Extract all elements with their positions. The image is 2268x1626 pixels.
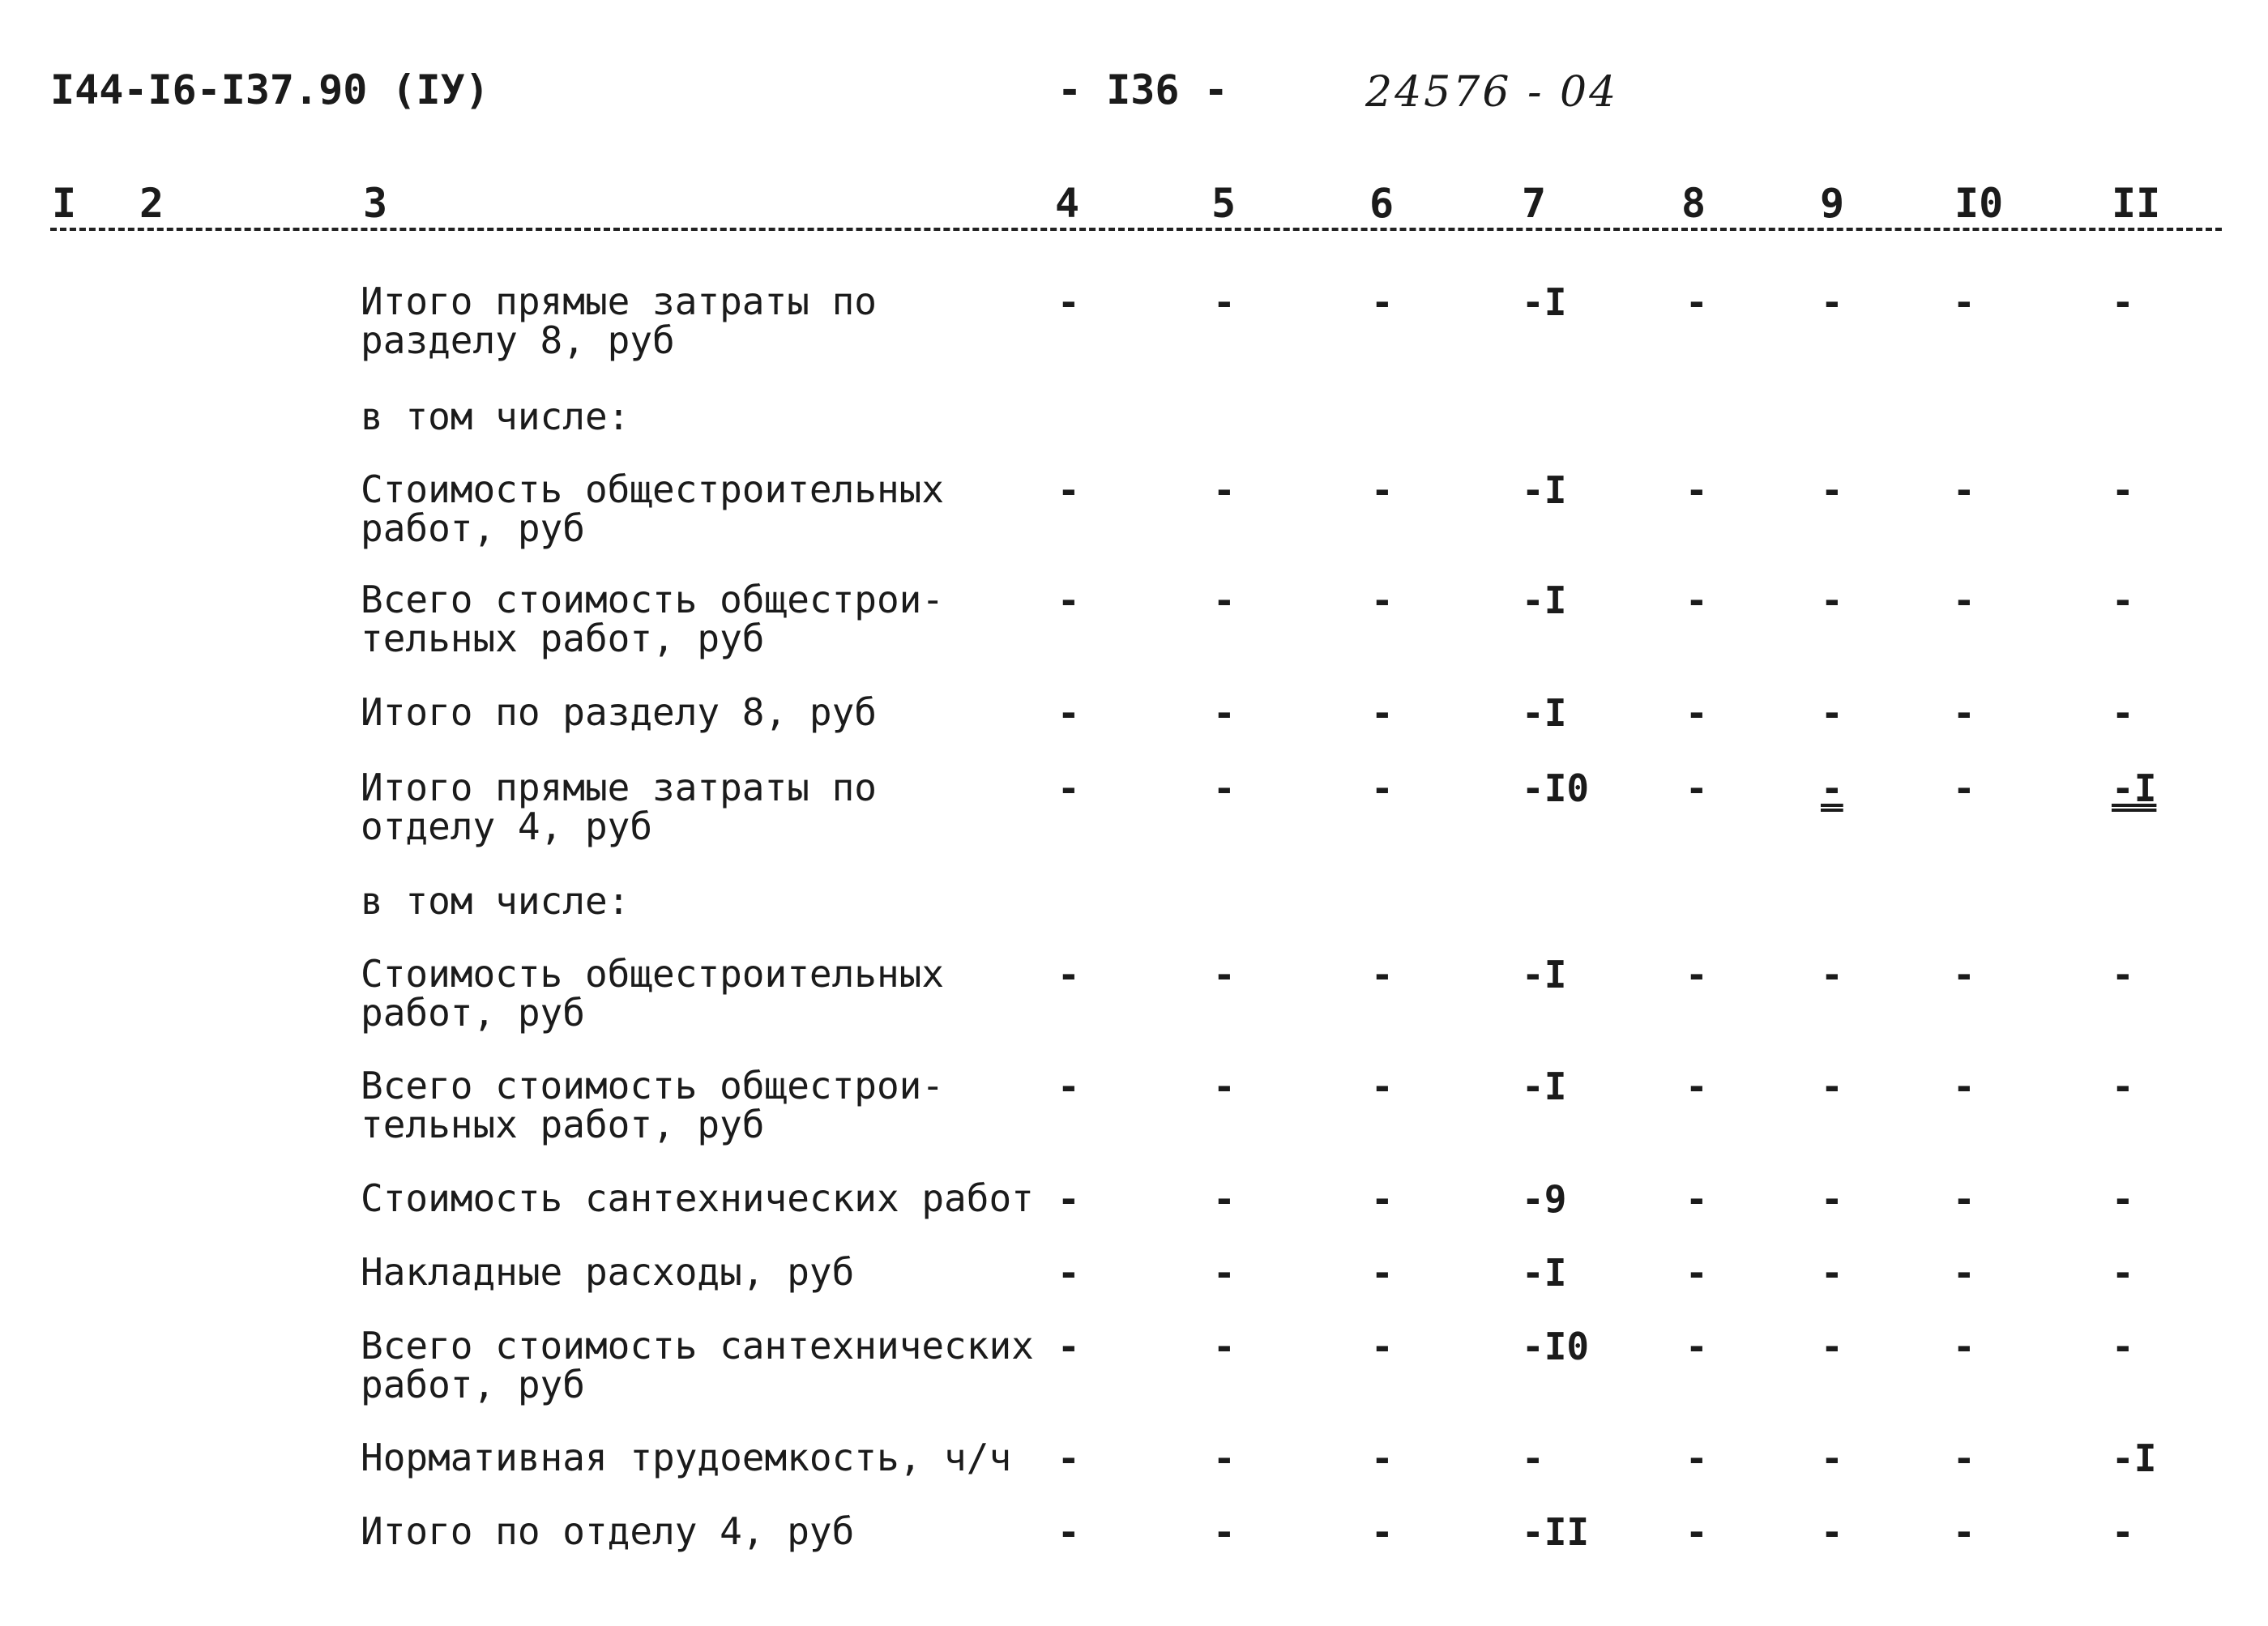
row-label-line1: Стоимость сантехнических работ: [361, 1176, 1034, 1220]
row-label-line1: Стоимость общестроительных: [361, 952, 945, 996]
row-value-col-5: -: [1213, 280, 1236, 324]
row-value-col-10: -: [1953, 1510, 1975, 1554]
row-value-col-4: -: [1057, 1436, 1080, 1480]
row-value-col-9: -: [1821, 1177, 1843, 1221]
column-number-1: I: [52, 180, 77, 227]
row-value-col-5: -: [1213, 1065, 1236, 1108]
row-label-line1: Всего стоимость общестрои-: [361, 578, 945, 621]
row-value-col-6: -: [1371, 1251, 1394, 1295]
row-value-col-10: -: [1953, 280, 1975, 324]
row-value-col-10: -: [1953, 1325, 1975, 1368]
row-value-col-5: -: [1213, 766, 1236, 810]
row-value-col-9: -: [1821, 766, 1843, 810]
row-value-col-11: -I: [2112, 766, 2157, 810]
row-value-col-5: -: [1213, 1177, 1236, 1221]
row-value-col-8: -: [1685, 953, 1708, 997]
row-label-line1: в том числе:: [361, 395, 630, 438]
row-value-col-7: -I: [1522, 578, 1567, 622]
row-label: [361, 282, 877, 360]
row-label: [361, 1438, 1011, 1477]
row-value-col-10: -: [1953, 1251, 1975, 1295]
row-label-line1: Итого по разделу 8, руб: [361, 690, 877, 734]
column-number-3: 3: [363, 180, 388, 227]
row-value-col-5: -: [1213, 953, 1236, 997]
row-label: [361, 580, 944, 658]
row-value-col-8: -: [1685, 1177, 1708, 1221]
row-label: [361, 1326, 1034, 1404]
row-label-line2: тельных работ, руб: [361, 617, 765, 660]
column-number-9: 9: [1820, 180, 1845, 227]
row-value-col-7: -I: [1522, 1065, 1567, 1108]
row-label-line1: Накладные расходы, руб: [361, 1250, 855, 1294]
row-label: [361, 768, 877, 846]
row-value-col-9: -: [1821, 1436, 1843, 1480]
row-value-col-8: -: [1685, 468, 1708, 512]
page-number: - I36 -: [1057, 66, 1228, 113]
row-label: [361, 1066, 944, 1144]
row-value-col-7: -I0: [1522, 766, 1590, 810]
row-value-col-9: -: [1821, 953, 1843, 997]
row-value-col-9: -: [1821, 578, 1843, 622]
row-value-col-11: -: [2112, 953, 2134, 997]
row-label-line2: отделу 4, руб: [361, 804, 653, 848]
row-value-col-8: -: [1685, 766, 1708, 810]
row-value-col-7: -: [1522, 1436, 1544, 1480]
row-value-col-4: -: [1057, 1510, 1080, 1554]
row-value-col-10: -: [1953, 1436, 1975, 1480]
row-value-col-8: -: [1685, 1251, 1708, 1295]
row-value-col-4: -: [1057, 691, 1080, 735]
row-value-col-8: -: [1685, 280, 1708, 324]
row-value-col-8: -: [1685, 1436, 1708, 1480]
row-label-line2: работ, руб: [361, 506, 585, 550]
row-label-line1: в том числе:: [361, 879, 630, 923]
row-value-col-4: -: [1057, 1177, 1080, 1221]
row-value-col-6: -: [1371, 1065, 1394, 1108]
row-value-col-4: -: [1057, 766, 1080, 810]
row-value-col-10: -: [1953, 1177, 1975, 1221]
column-number-6: 6: [1369, 180, 1395, 227]
row-value-col-5: -: [1213, 468, 1236, 512]
row-value-col-10: -: [1953, 691, 1975, 735]
row-label: [361, 467, 945, 550]
row-value-col-9: -: [1821, 1251, 1843, 1295]
row-value-col-5: -: [1213, 1510, 1236, 1554]
row-value-col-11: -: [2112, 1510, 2134, 1554]
row-value-col-10: -: [1953, 953, 1975, 997]
row-value-col-11: -: [2112, 468, 2134, 512]
row-value-col-6: -: [1371, 578, 1394, 622]
row-value-col-5: -: [1213, 1251, 1236, 1295]
row-value-col-6: -: [1371, 468, 1394, 512]
column-number-4: 4: [1055, 180, 1080, 227]
row-value-col-11: -I: [2112, 1436, 2157, 1480]
row-label: [361, 397, 630, 436]
row-value-col-11: -: [2112, 1325, 2134, 1368]
column-number-8: 8: [1681, 180, 1706, 227]
row-value-col-9: -: [1821, 280, 1843, 324]
row-value-col-4: -: [1057, 578, 1080, 622]
row-label-line2: работ, руб: [361, 1363, 585, 1406]
row-label: [361, 690, 877, 734]
row-value-col-8: -: [1685, 578, 1708, 622]
row-value-col-7: -I: [1522, 1251, 1567, 1295]
row-label: [361, 1250, 855, 1294]
row-value-col-11: -: [2112, 280, 2134, 324]
row-value-col-11: -: [2112, 578, 2134, 622]
row-label: [361, 952, 945, 1035]
row-value-col-9: -: [1821, 1325, 1843, 1368]
row-value-col-6: -: [1371, 1436, 1394, 1480]
row-value-col-4: -: [1057, 468, 1080, 512]
row-value-col-6: -: [1371, 1510, 1394, 1554]
row-label: [361, 1176, 1034, 1220]
row-value-col-5: -: [1213, 1436, 1236, 1480]
column-number-2: 2: [139, 180, 164, 227]
row-value-col-6: -: [1371, 953, 1394, 997]
row-value-col-9: -: [1821, 1065, 1843, 1108]
row-label-line2: разделу 8, руб: [361, 318, 675, 362]
row-value-col-10: -: [1953, 766, 1975, 810]
row-value-col-7: -I: [1522, 468, 1567, 512]
row-value-col-6: -: [1371, 766, 1394, 810]
row-value-col-6: -: [1371, 1177, 1394, 1221]
row-value-col-8: -: [1685, 691, 1708, 735]
row-label: [361, 879, 630, 923]
row-value-col-5: -: [1213, 691, 1236, 735]
row-value-col-11: -: [2112, 1177, 2134, 1221]
row-value-col-7: -I: [1522, 691, 1567, 735]
row-value-col-10: -: [1953, 578, 1975, 622]
row-value-col-7: -9: [1522, 1177, 1567, 1221]
row-label-line1: Нормативная трудоемкость, ч/ч: [361, 1436, 1012, 1479]
row-value-col-7: -I: [1522, 280, 1567, 324]
header-divider: [50, 228, 2222, 231]
handwritten-number: 24576 - 04: [1365, 68, 1619, 117]
row-value-col-10: -: [1953, 468, 1975, 512]
row-value-col-4: -: [1057, 1251, 1080, 1295]
row-value-col-4: -: [1057, 953, 1080, 997]
row-value-col-4: -: [1057, 1325, 1080, 1368]
row-value-col-9: -: [1821, 468, 1843, 512]
row-label-line1: Итого прямые затраты по: [361, 766, 877, 809]
row-label-line1: Итого прямые затраты по: [361, 280, 877, 323]
row-value-col-11: -: [2112, 1251, 2134, 1295]
row-value-col-9: -: [1821, 691, 1843, 735]
row-value-col-7: -I: [1522, 953, 1567, 997]
row-value-col-4: -: [1057, 280, 1080, 324]
row-value-col-6: -: [1371, 280, 1394, 324]
row-label: [361, 1509, 855, 1553]
row-value-col-11: -: [2112, 1065, 2134, 1108]
row-value-col-7: -II: [1522, 1510, 1590, 1554]
row-label-line1: Стоимость общестроительных: [361, 467, 945, 511]
document-code: I44-I6-I37.90 (IУ): [50, 66, 489, 113]
row-value-col-11: -: [2112, 691, 2134, 735]
row-label-line1: Всего стоимость общестрои-: [361, 1064, 945, 1107]
row-value-col-4: -: [1057, 1065, 1080, 1108]
column-number-7: 7: [1522, 180, 1547, 227]
row-label-line1: Всего стоимость сантехнических: [361, 1324, 1034, 1368]
row-value-col-5: -: [1213, 1325, 1236, 1368]
row-value-col-7: -I0: [1522, 1325, 1590, 1368]
row-label-line2: тельных работ, руб: [361, 1103, 765, 1146]
row-value-col-8: -: [1685, 1325, 1708, 1368]
row-value-col-8: -: [1685, 1065, 1708, 1108]
row-label-line2: работ, руб: [361, 991, 585, 1035]
row-value-col-5: -: [1213, 578, 1236, 622]
column-number-11: II: [2112, 180, 2161, 227]
column-number-10: I0: [1954, 180, 2004, 227]
row-value-col-9: -: [1821, 1510, 1843, 1554]
row-value-col-6: -: [1371, 691, 1394, 735]
column-number-5: 5: [1211, 180, 1237, 227]
row-value-col-10: -: [1953, 1065, 1975, 1108]
row-value-col-8: -: [1685, 1510, 1708, 1554]
row-label-line1: Итого по отделу 4, руб: [361, 1509, 855, 1553]
row-value-col-6: -: [1371, 1325, 1394, 1368]
